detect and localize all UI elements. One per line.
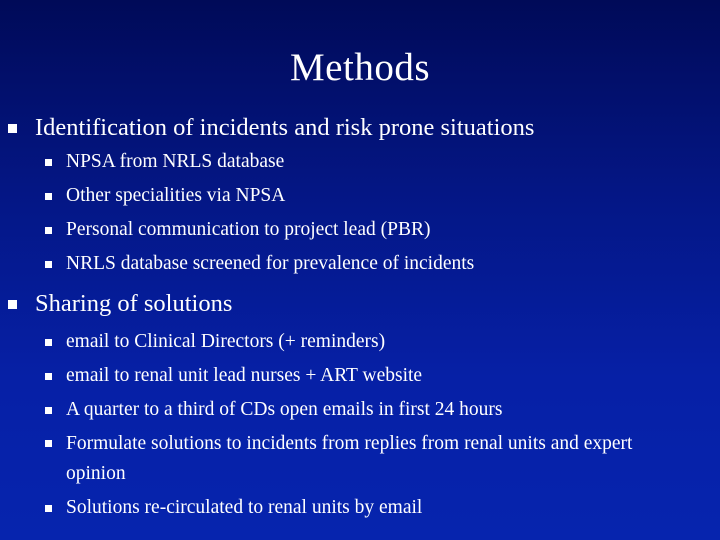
list-item [45, 491, 688, 525]
slide-title: Methods [290, 46, 430, 89]
square-bullet-icon [8, 124, 17, 133]
list-item [45, 325, 688, 359]
square-bullet-icon [45, 339, 52, 346]
list-item [45, 247, 474, 281]
list-item-text: email to Clinical Directors (+ reminders) [66, 331, 386, 352]
section-heading-text: Sharing of solutions [35, 290, 233, 317]
square-bullet-icon [45, 407, 52, 414]
list-item-text: A quarter to a third of CDs open emails in first 24 hours [66, 399, 503, 420]
list-item [45, 213, 474, 247]
list-item [45, 179, 474, 213]
square-bullet-icon [45, 261, 52, 268]
list-item-text: Solutions re-circulated to renal units by email [66, 497, 423, 518]
square-bullet-icon [8, 300, 17, 309]
identification-sub-list [45, 145, 474, 281]
list-item [45, 393, 688, 427]
list-item-text: Other specialities via NPSA [66, 185, 286, 206]
list-item-text: NRLS database screened for prevalence of incidents [66, 253, 475, 274]
square-bullet-icon [45, 373, 52, 380]
square-bullet-icon [45, 440, 52, 447]
list-item [45, 145, 474, 179]
list-item-text: Personal communication to project lead (PBR) [66, 219, 431, 240]
section-heading-text: Identification of incidents and risk prone situations [35, 114, 535, 141]
list-item-text: email to renal unit lead nurses + ART website [66, 365, 423, 386]
square-bullet-icon [45, 159, 52, 166]
square-bullet-icon [45, 227, 52, 234]
list-item [45, 359, 688, 393]
square-bullet-icon [45, 505, 52, 512]
list-item-text: NPSA from NRLS database [66, 151, 285, 172]
sharing-sub-list [45, 325, 688, 525]
list-item [45, 427, 688, 491]
list-item-text: Formulate solutions to incidents from replies from renal units and expert opinion [66, 433, 633, 484]
square-bullet-icon [45, 193, 52, 200]
